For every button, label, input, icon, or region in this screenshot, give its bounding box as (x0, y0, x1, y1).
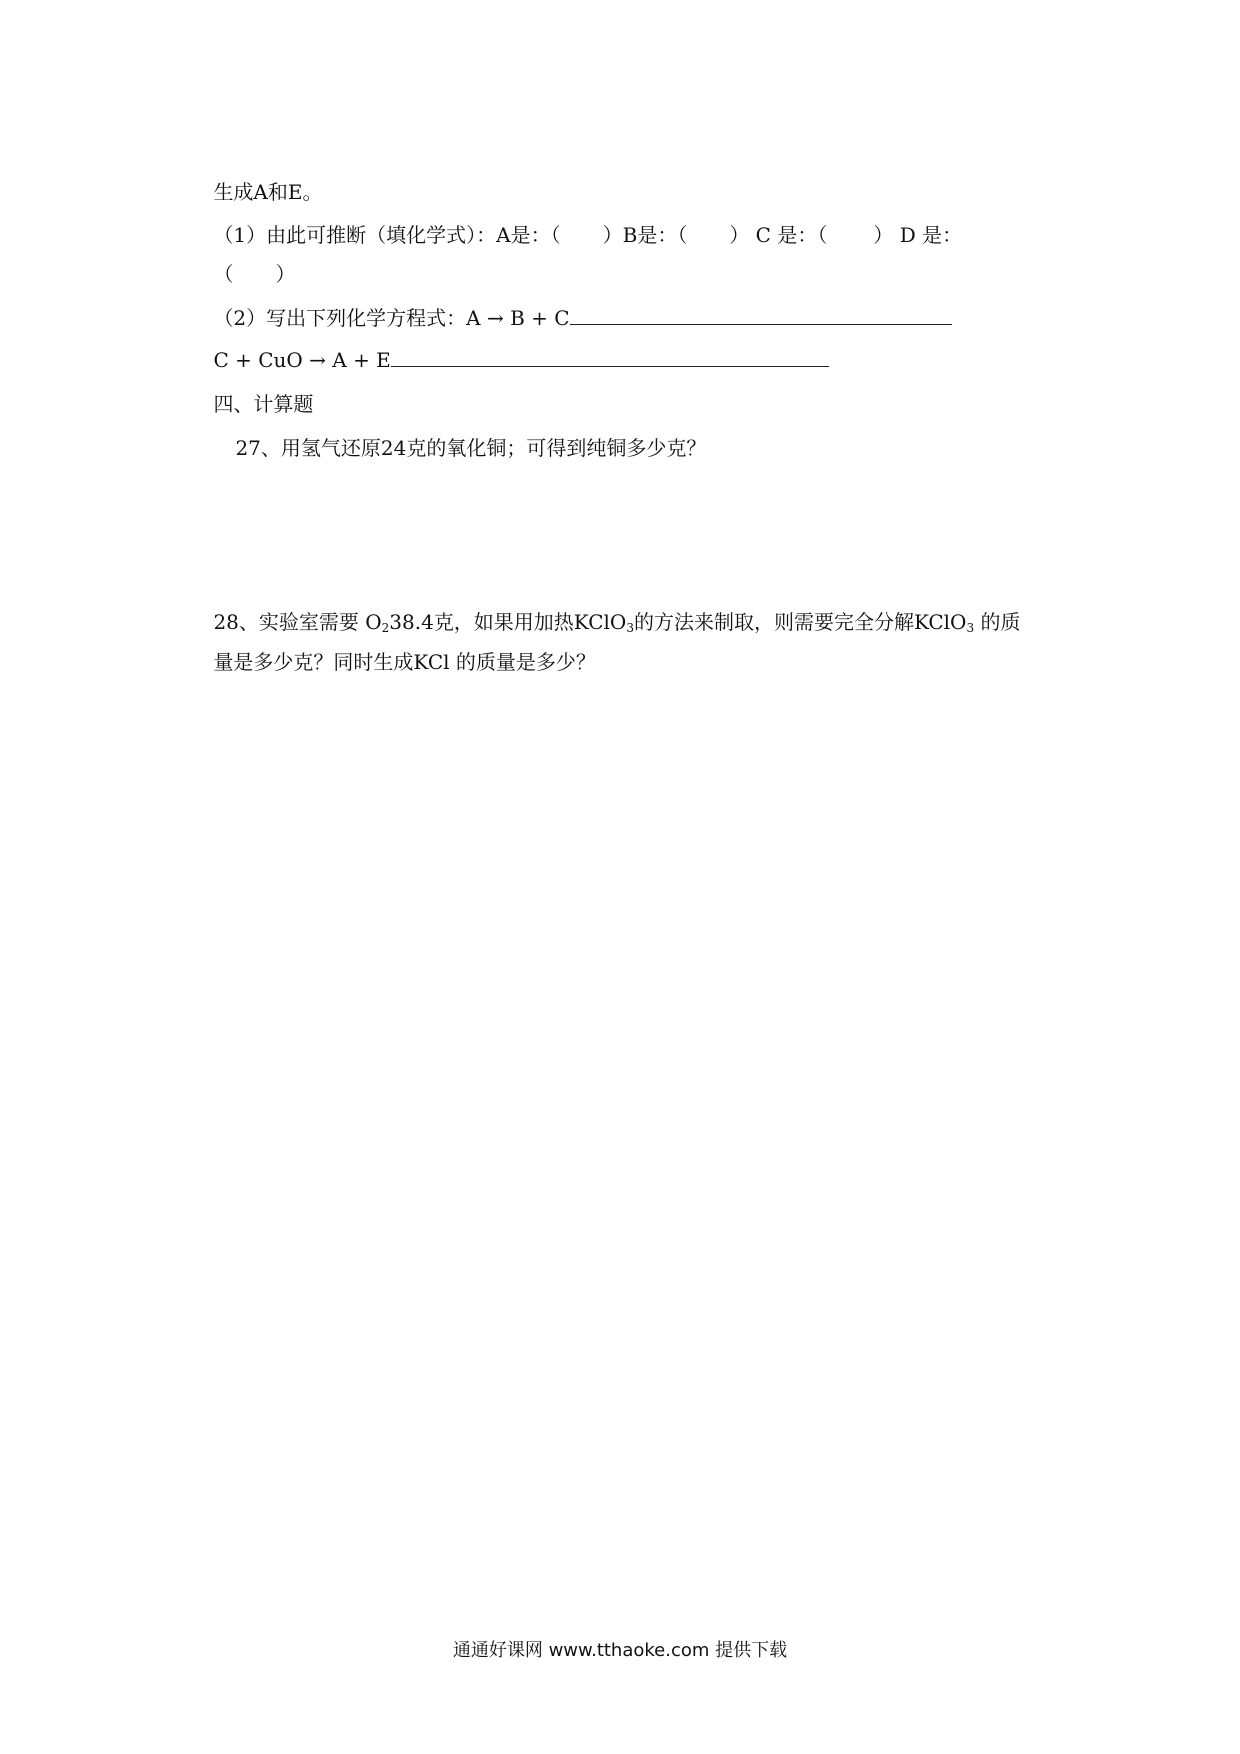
question-28-part-1: 28、实验室需要 O (213, 610, 382, 634)
answer-a-label: A是：（ (496, 223, 561, 247)
question-28-line-2-text: 量是多少克？同时生成KCl 的质量是多少？ (213, 650, 596, 674)
section-title: 四、计算题 (213, 392, 314, 416)
answer-c-label: ） C 是：（ (729, 223, 828, 247)
equation-2-blank[interactable] (391, 346, 829, 367)
question-28-line-2 (188, 620, 596, 704)
answer-b-label: ）B是：（ (602, 223, 688, 247)
continuation-text: 生成A和E。 (213, 180, 323, 204)
footer-text: 通通好课网 www.tthaoke.com 提供下载 (452, 1640, 788, 1661)
question-28-sub-2: 3 (626, 621, 634, 635)
question-28-sub-3: 3 (966, 621, 975, 635)
answer-d-open-paren: （ (213, 262, 234, 286)
question-1-line (188, 193, 962, 277)
question-28-sub-1: 2 (381, 621, 390, 635)
answer-d-label: ） D 是： (873, 223, 963, 247)
question-1-lead: （1）由此可推断（填化学式）： (213, 223, 497, 247)
question-28-part-2: 38.4克，如果用加热KClO (389, 610, 627, 634)
question-27-line (210, 406, 706, 490)
question-2-lead: （2）写出下列化学方程式：A → B + C (213, 306, 570, 330)
question-27-text: 27、用氢气还原24克的氧化铜；可得到纯铜多少克？ (235, 436, 707, 460)
question-28-part-3: 的方法来制取，则需要完全分解KClO (633, 610, 967, 634)
answer-d-close-paren: ） (275, 262, 296, 286)
question-28-part-4: 的质 (974, 610, 1021, 634)
equation-2-text: C + CuO → A + E (213, 348, 391, 372)
